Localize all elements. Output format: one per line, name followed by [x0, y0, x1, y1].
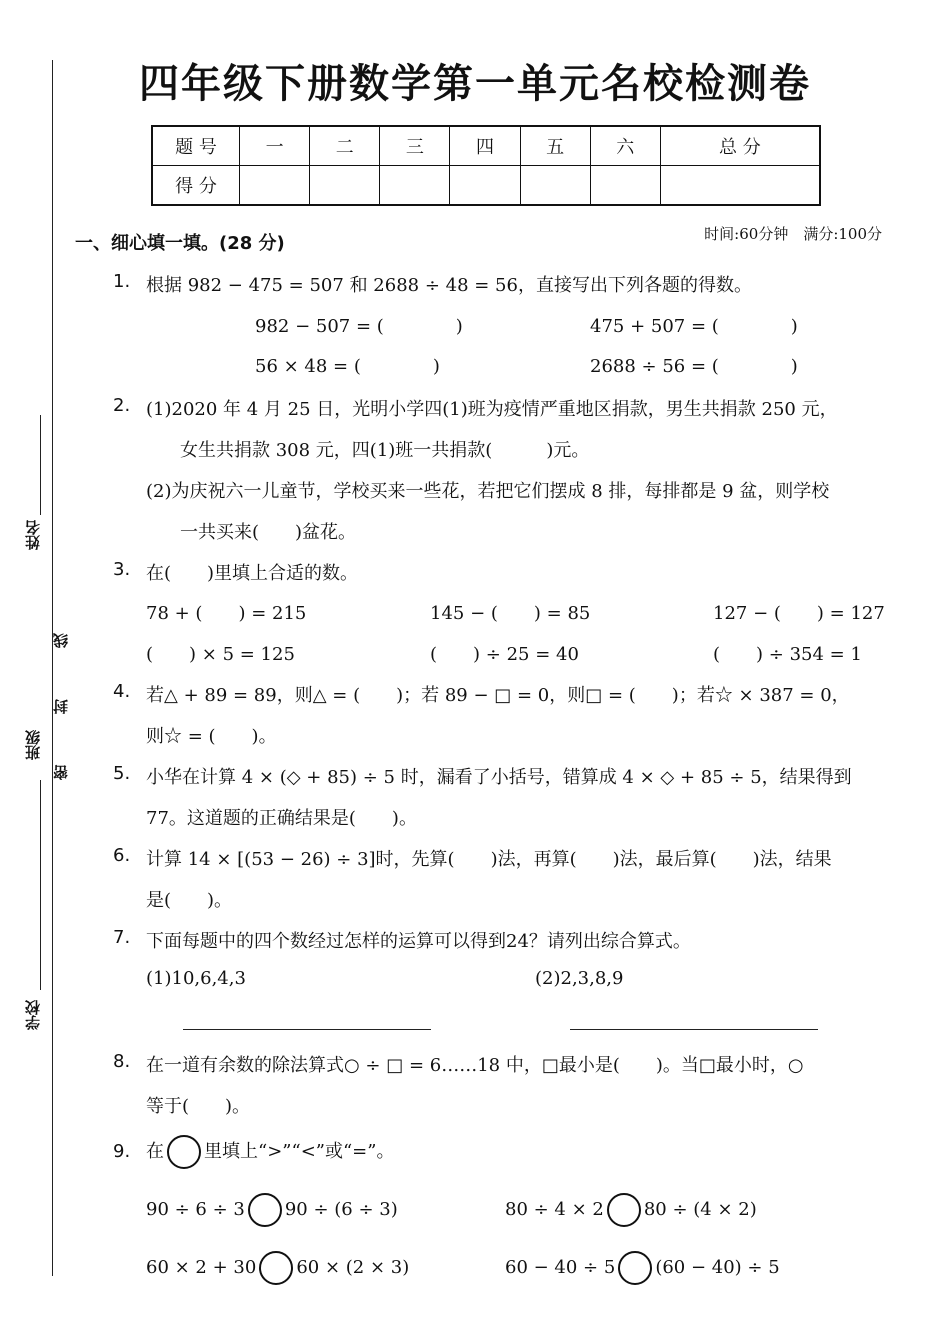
class-fill-line [40, 780, 41, 890]
question-number: 6. [113, 845, 131, 866]
question-text[interactable]: 是( )。 [146, 890, 233, 911]
seal-line-label: 密 封 线 [52, 615, 70, 780]
score-row [152, 166, 820, 206]
score-table [151, 125, 821, 206]
score-header-cell: 总 分 [660, 126, 820, 166]
compare-circle-icon [167, 1135, 201, 1169]
score-header-row [152, 126, 820, 166]
school-label: 学校 [24, 1000, 42, 1030]
compare-circle[interactable] [607, 1193, 641, 1227]
score-cell[interactable] [310, 166, 380, 206]
class-label: 班级 [24, 730, 42, 760]
score-header-cell: 一 [240, 126, 310, 166]
question-text[interactable]: 77。这道题的正确结果是( )。 [146, 808, 417, 829]
expr-left: 60 × 2 + 30 [146, 1257, 257, 1278]
comparison-item [505, 1251, 780, 1285]
comparison-item [505, 1193, 757, 1227]
name-fill-line [40, 415, 41, 515]
score-cell[interactable] [450, 166, 520, 206]
score-header-cell: 四 [450, 126, 520, 166]
answer-blank[interactable]: ( ) ÷ 25 = 40 [430, 644, 579, 665]
school-fill-line [40, 880, 41, 990]
answer-blank[interactable]: ( ) ÷ 354 = 1 [713, 644, 862, 665]
answer-blank[interactable]: 2688 ÷ 56 = ( ) [590, 356, 798, 377]
expr-right: 80 ÷ (4 × 2) [643, 1199, 757, 1220]
name-label: 姓名 [24, 520, 42, 550]
subquestion: (1)10,6,4,3 [146, 968, 246, 989]
page-title: 四年级下册数学第一单元名校检测卷 [139, 61, 811, 107]
answer-blank[interactable]: 145 − ( ) = 85 [430, 603, 591, 624]
question-text[interactable]: 等于( )。 [146, 1096, 251, 1117]
comparison-item [146, 1251, 409, 1285]
score-row-label: 得 分 [152, 166, 240, 206]
score-header-cell: 题 号 [152, 126, 240, 166]
time-score-info: 时间:60分钟 满分:100分 [704, 225, 882, 243]
compare-circle[interactable] [618, 1251, 652, 1285]
score-header-cell: 三 [380, 126, 450, 166]
comparison-item [146, 1193, 398, 1227]
section-heading: 一、细心填一填。(28 分) [75, 233, 285, 254]
score-cell[interactable] [520, 166, 590, 206]
expr-left: 60 − 40 ÷ 5 [505, 1257, 616, 1278]
expr-left: 90 ÷ 6 ÷ 3 [146, 1199, 245, 1220]
answer-blank[interactable]: 56 × 48 = ( ) [255, 356, 440, 377]
answer-line[interactable] [570, 1029, 818, 1030]
expr-right: 90 ÷ (6 ÷ 3) [284, 1199, 398, 1220]
question-number: 9. [113, 1141, 131, 1162]
answer-blank[interactable]: 982 − 507 = ( ) [255, 316, 463, 337]
expr-right: 60 × (2 × 3) [296, 1257, 410, 1278]
question-text[interactable]: 女生共捐款 308 元，四(1)班一共捐款( )元。 [180, 440, 590, 461]
answer-blank[interactable]: 127 − ( ) = 127 [713, 603, 885, 624]
question-text [146, 1135, 394, 1169]
compare-circle[interactable] [259, 1251, 293, 1285]
question-text[interactable]: 计算 14 × [(53 − 26) ÷ 3]时，先算( )法，再算( )法，最后算( )法，结果 [146, 849, 832, 870]
question-text[interactable]: 一共买来( )盆花。 [180, 522, 357, 543]
question-text: 在( )里填上合适的数。 [146, 563, 359, 584]
score-cell[interactable] [380, 166, 450, 206]
answer-line[interactable] [183, 1029, 431, 1030]
question-text[interactable]: 若△ + 89 = 89，则△ = ( )；若 89 − □ = 0，则□ = ( )；若☆ × 387 = 0， [146, 685, 850, 706]
question-text[interactable]: 在一道有余数的除法算式○ ÷ □ = 6……18 中，□最小是( )。当□最小时，○ [146, 1055, 804, 1076]
subquestion: (2)2,3,8,9 [535, 968, 624, 989]
score-cell[interactable] [240, 166, 310, 206]
question-text: 小华在计算 4 × (◇ + 85) ÷ 5 时，漏看了小括号，错算成 4 × ◇ + 85 ÷ 5，结果得到 [146, 767, 852, 788]
question-text[interactable]: 则☆ = ( )。 [146, 726, 277, 747]
score-header-cell: 五 [520, 126, 590, 166]
question-text: (1)2020 年 4 月 25 日，光明小学四(1)班为疫情严重地区捐款，男生共捐款 250 元， [146, 399, 838, 420]
score-cell[interactable] [660, 166, 820, 206]
question-text-pre: 在 [146, 1141, 164, 1162]
answer-blank[interactable]: ( ) × 5 = 125 [146, 644, 295, 665]
question-number: 3. [113, 559, 131, 580]
score-header-cell: 六 [590, 126, 660, 166]
compare-circle[interactable] [248, 1193, 282, 1227]
question-number: 5. [113, 763, 131, 784]
question-text: 下面每题中的四个数经过怎样的运算可以得到24？请列出综合算式。 [146, 931, 691, 952]
question-number: 1. [113, 271, 131, 292]
expr-right: (60 − 40) ÷ 5 [655, 1257, 780, 1278]
question-number: 4. [113, 681, 131, 702]
answer-blank[interactable]: 78 + ( ) = 215 [146, 603, 307, 624]
score-cell[interactable] [590, 166, 660, 206]
question-number: 8. [113, 1051, 131, 1072]
answer-blank[interactable]: 475 + 507 = ( ) [590, 316, 798, 337]
question-text: (2)为庆祝六一儿童节，学校买来一些花，若把它们摆成 8 排，每排都是 9 盆，则学校 [146, 481, 830, 502]
question-number: 7. [113, 927, 131, 948]
question-text: 根据 982 − 475 = 507 和 2688 ÷ 48 = 56，直接写出下列各题的得数。 [146, 275, 752, 296]
score-header-cell: 二 [310, 126, 380, 166]
question-text-post: 里填上“>”“<”或“=”。 [204, 1141, 395, 1162]
question-number: 2. [113, 395, 131, 416]
expr-left: 80 ÷ 4 × 2 [505, 1199, 604, 1220]
